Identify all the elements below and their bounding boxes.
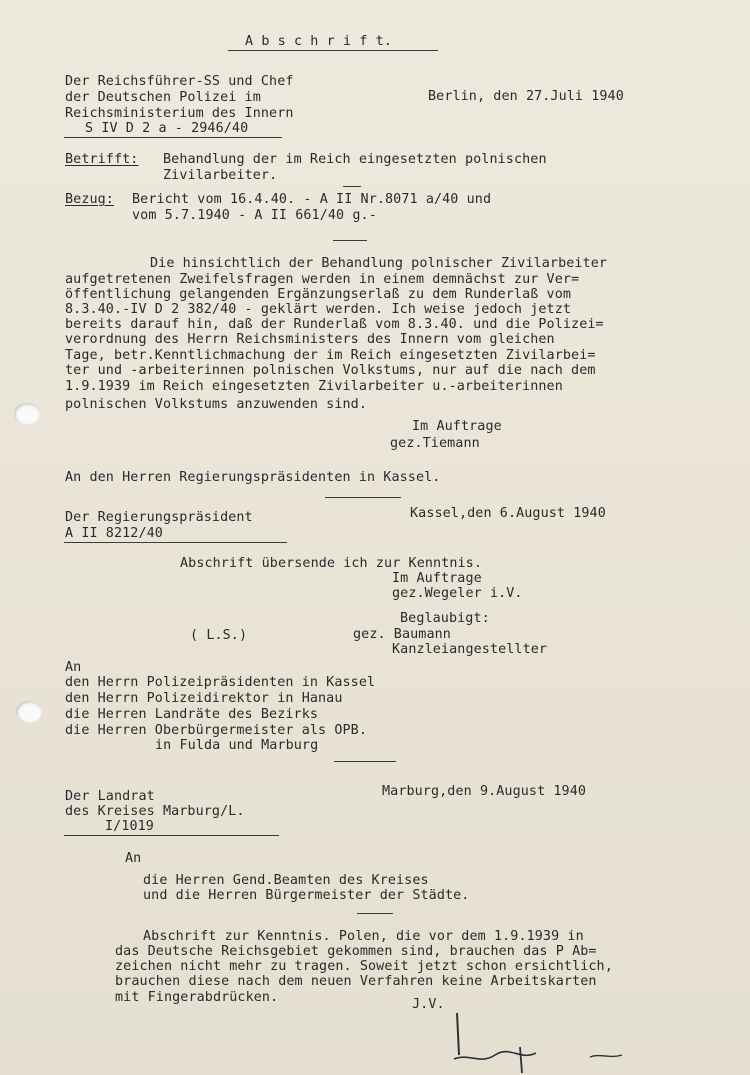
body-line: brauchen diese nach dem neuen Verfahren keine Arbeitskarten xyxy=(115,974,597,989)
closing-line: Im Auftrage xyxy=(412,419,502,434)
section-divider xyxy=(325,497,401,498)
to-label: An xyxy=(125,851,142,866)
handwritten-signature xyxy=(440,995,640,1075)
sender-line: Der Reichsführer-SS und Chef xyxy=(65,74,294,89)
body-line: aufgetretenen Zweifelsfragen werden in einem demnächst zur Ver= xyxy=(65,272,580,287)
signer-title: Kanzleiangestellter xyxy=(392,642,548,657)
reference-line: Bericht vom 16.4.40. - A II Nr.8071 a/40 und xyxy=(132,192,492,207)
place-date: Marburg,den 9.August 1940 xyxy=(382,784,587,799)
reference-label: Bezug: xyxy=(65,192,114,207)
file-reference-underline xyxy=(64,542,287,543)
body-line: Die hinsichtlich der Behandlung polnischer Zivilarbeiter xyxy=(150,256,608,271)
sender-line: der Deutschen Polizei im xyxy=(65,90,261,105)
place-date: Berlin, den 27.Juli 1940 xyxy=(428,89,624,104)
file-reference: I/1019 xyxy=(105,819,154,834)
recipient-line: die Herren Oberbürgermeister als OPB. xyxy=(65,723,367,738)
recipient-line: den Herrn Polizeidirektor in Hanau xyxy=(65,691,343,706)
recipient-line: An xyxy=(65,660,82,675)
section-divider xyxy=(334,761,396,762)
punch-hole-bottom xyxy=(16,701,42,723)
closing-line: J.V. xyxy=(412,997,445,1012)
to-line: die Herren Gend.Beamten des Kreises xyxy=(143,873,429,888)
reference-line: vom 5.7.1940 - A II 661/40 g.- xyxy=(132,208,377,223)
body-line: polnischen Volkstums anzuwenden sind. xyxy=(65,397,367,412)
body-line: 8.3.40.-IV D 2 382/40 - geklärt werden. Ich weise jedoch jetzt xyxy=(65,302,572,317)
section-divider xyxy=(357,913,393,914)
file-reference-underline xyxy=(64,137,282,138)
signed-name: gez. Baumann xyxy=(353,627,451,642)
file-reference-underline xyxy=(64,835,279,836)
subject-divider xyxy=(343,186,361,187)
body-line: öffentlichung gelangenden Ergänzungserlaß zu dem Runderlaß vom xyxy=(65,287,572,302)
subject-line: Zivilarbeiter. xyxy=(163,168,278,183)
punch-hole-top xyxy=(14,403,40,425)
body-line: bereits darauf hin, daß der Runderlaß vom 8.3.40. und die Polizei= xyxy=(65,317,604,332)
body-line: mit Fingerabdrücken. xyxy=(115,990,279,1005)
body-line: das Deutsche Reichsgebiet gekommen sind, brauchen das P Ab= xyxy=(115,944,597,959)
recipient-line: die Herren Landräte des Bezirks xyxy=(65,707,319,722)
file-reference: A II 8212/40 xyxy=(65,526,163,541)
sender-line: Der Regierungspräsident xyxy=(65,510,253,525)
place-date: Kassel,den 6.August 1940 xyxy=(410,506,606,521)
body-line: 1.9.1939 im Reich eingesetzten Zivilarbeiter u.-arbeiterinnen xyxy=(65,379,563,394)
reference-divider xyxy=(333,240,367,241)
sender-line: des Kreises Marburg/L. xyxy=(65,804,245,819)
closing-signature: gez.Wegeler i.V. xyxy=(392,586,523,601)
closing-line: Im Auftrage xyxy=(392,571,482,586)
body-line: zeichen nicht mehr zu tragen. Soweit jetzt schon ersichtlich, xyxy=(115,959,613,974)
subject-line: Behandlung der im Reich eingesetzten polnischen xyxy=(163,152,547,167)
file-reference: S IV D 2 a - 2946/40 xyxy=(85,121,249,136)
body-line: Tage, betr.Kenntlichmachung der im Reich eingesetzten Zivilarbei= xyxy=(65,348,596,363)
title-underline xyxy=(228,50,438,51)
forward-text: Abschrift übersende ich zur Kenntnis. xyxy=(180,556,482,571)
addressee: An den Herren Regierungspräsidenten in Kassel. xyxy=(65,470,441,485)
closing-signature: gez.Tiemann xyxy=(390,436,480,451)
to-line: und die Herren Bürgermeister der Städte. xyxy=(143,888,470,903)
body-line: verordnung des Herrn Reichsministers des Innern vom gleichen xyxy=(65,332,555,347)
body-line: Abschrift zur Kenntnis. Polen, die vor dem 1.9.1939 in xyxy=(143,929,584,944)
subject-label: Betrifft: xyxy=(65,152,139,167)
recipient-line: in Fulda und Marburg xyxy=(155,738,319,753)
sender-line: Der Landrat xyxy=(65,789,155,804)
sender-line: Reichsministerium des Innern xyxy=(65,106,294,121)
certified-label: Beglaubigt: xyxy=(400,611,490,626)
document-title: A b s c h r i f t. xyxy=(245,34,392,49)
body-line: ter und -arbeiterinnen polnischen Volkstums, nur auf die nach dem xyxy=(65,363,596,378)
seal-mark: ( L.S.) xyxy=(190,628,248,643)
recipient-line: den Herrn Polizeipräsidenten in Kassel xyxy=(65,675,376,690)
